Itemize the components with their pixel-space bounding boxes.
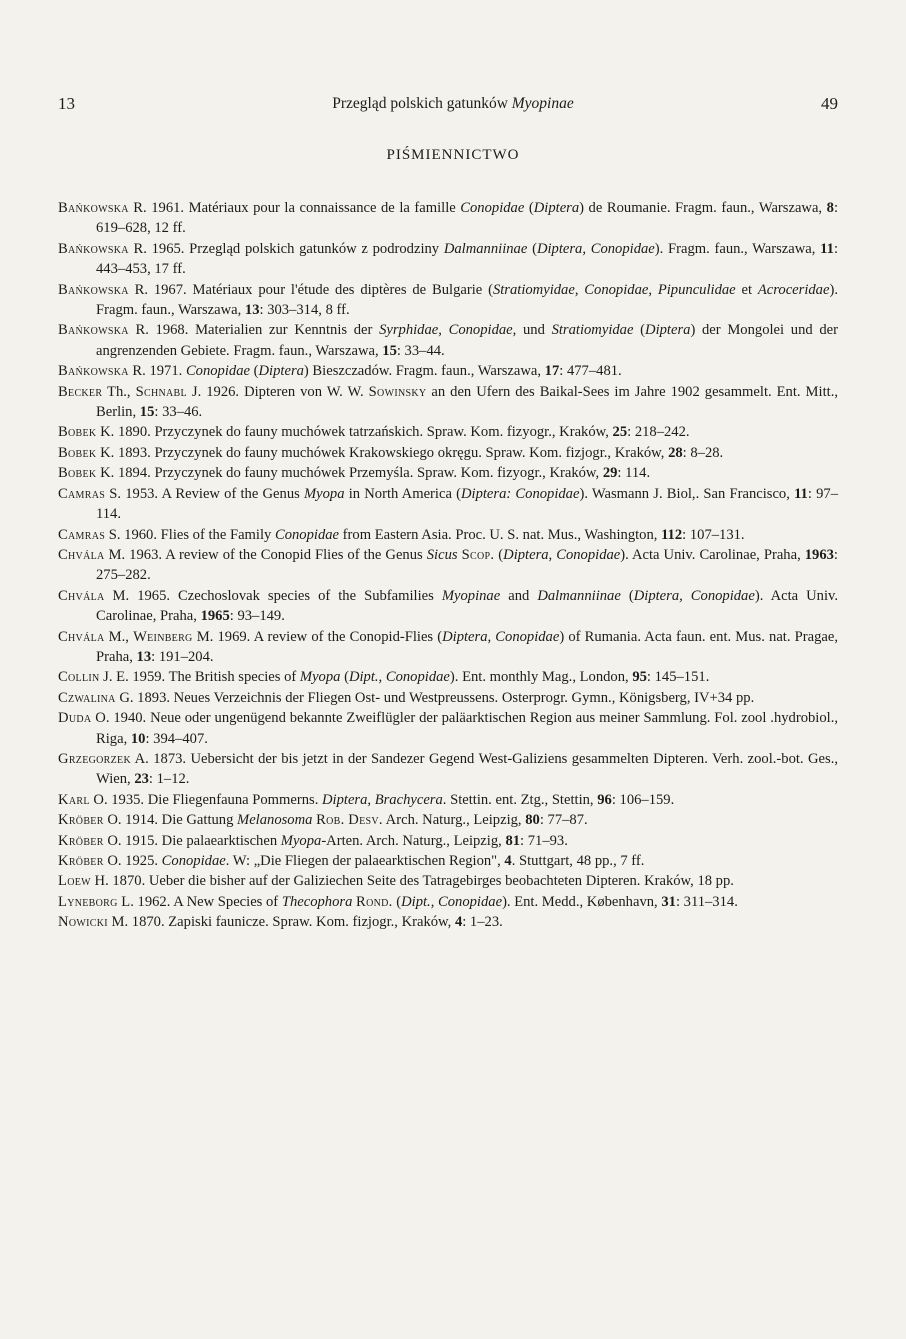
italic-text: Myopa bbox=[280, 832, 322, 849]
citation-text: : 114. bbox=[617, 465, 651, 482]
italic-text: Conopidae bbox=[274, 526, 340, 543]
author-name: Collin bbox=[58, 669, 100, 686]
citation-text: : 8–28. bbox=[682, 444, 724, 461]
volume-number: 11 bbox=[794, 485, 808, 502]
reference-entry bbox=[58, 361, 838, 381]
citation-text: from Eastern Asia. Proc. U. S. nat. Mus., Washington, bbox=[339, 526, 662, 543]
author-name: Sowinsky bbox=[368, 383, 427, 400]
author-name: Loew bbox=[58, 873, 91, 890]
citation-text: G. 1893. Neues Verzeichnis der Fliegen Ost- und Westpreussens. Osterprogr. Gymn., Königsberg, IV+34 pp. bbox=[115, 689, 755, 706]
italic-text: Thecophora bbox=[281, 893, 353, 910]
reference-entry bbox=[58, 484, 838, 525]
citation-text: ( bbox=[340, 669, 349, 686]
volume-number: 15 bbox=[382, 342, 397, 359]
citation-text: R. 1965. Przegląd polskich gatunków z podrodziny bbox=[128, 240, 444, 257]
reference-entry bbox=[58, 320, 838, 361]
volume-number: 96 bbox=[597, 791, 612, 808]
author-name: Bobek bbox=[58, 444, 97, 461]
citation-text: . Stuttgart, 48 pp., 7 ff. bbox=[511, 853, 645, 869]
citation-text: ( bbox=[620, 587, 634, 604]
citation-text: R. 1961. Matériaux pour la connaissance de la famille bbox=[128, 200, 461, 216]
citation-text: R. 1967. Matériaux pour l'étude des diptères de Bulgarie ( bbox=[128, 281, 493, 298]
italic-text: Diptera: Conopidae bbox=[460, 485, 580, 502]
reference-entry bbox=[58, 586, 838, 627]
citation-text: R. 1968. Materialien zur Kenntnis der bbox=[128, 322, 380, 339]
author-name: Bańkowska bbox=[58, 363, 129, 380]
italic-text: Diptera, Conopidae bbox=[536, 240, 655, 257]
reference-entry bbox=[58, 708, 838, 749]
citation-text: Arch. Naturg., Leipzig, bbox=[382, 812, 526, 829]
reference-entry bbox=[58, 831, 838, 851]
italic-text: Melanosoma bbox=[237, 812, 313, 829]
citation-text: O. 1915. Die palaearktischen bbox=[103, 832, 281, 849]
reference-entry bbox=[58, 198, 838, 239]
italic-text: Diptera, Conopidae bbox=[503, 546, 621, 563]
reference-entry bbox=[58, 422, 838, 442]
italic-text: Dipt., Conopidae bbox=[348, 669, 450, 686]
citation-text: et bbox=[735, 281, 758, 298]
page-number-right: 49 bbox=[821, 94, 838, 113]
italic-text: Diptera bbox=[533, 200, 580, 216]
volume-number: 13 bbox=[136, 648, 152, 665]
author-name: Lyneborg bbox=[58, 893, 118, 910]
author-name: Rond. bbox=[356, 893, 393, 910]
running-head bbox=[0, 94, 906, 118]
author-name: Nowicki bbox=[58, 914, 108, 931]
section-title: PIŚMIENNICTWO bbox=[386, 147, 520, 163]
author-name: Bobek bbox=[58, 465, 97, 482]
author-name: Desv. bbox=[348, 812, 383, 829]
citation-text: J. E. 1959. The British species of bbox=[99, 669, 300, 686]
citation-text: : 97–114. bbox=[96, 485, 838, 523]
italic-text: Stratiomyidae, Conopidae, Pipunculidae bbox=[492, 281, 736, 298]
citation-text: O. 1925. bbox=[103, 853, 162, 869]
volume-number: 17 bbox=[544, 363, 560, 380]
reference-entry bbox=[58, 382, 838, 423]
page-number-left: 13 bbox=[58, 94, 75, 113]
citation-text: : 71–93. bbox=[520, 832, 568, 849]
citation-text: ) of Rumania. Acta faun. ent. Mus. nat. Pragae, Praha, bbox=[96, 628, 838, 665]
citation-text: and bbox=[500, 587, 538, 604]
citation-text: : 218–242. bbox=[627, 424, 690, 441]
citation-text: M. 1963. A review of the Conopid Flies of the Genus bbox=[104, 546, 427, 563]
author-name: Duda bbox=[58, 710, 92, 727]
citation-text: an den Ufern des Baikal-Sees im Jahre 1902 gesammelt. Ent. Mitt., Berlin, bbox=[96, 383, 838, 421]
italic-text: Conopidae bbox=[460, 200, 525, 216]
citation-text: : 275–282. bbox=[96, 546, 838, 584]
citation-text: ( bbox=[494, 546, 504, 563]
author-name: Becker bbox=[58, 383, 103, 400]
volume-number: 8 bbox=[826, 200, 834, 216]
italic-text: Conopidae bbox=[161, 853, 226, 869]
citation-text: S. 1960. Flies of the Family bbox=[105, 526, 275, 543]
author-name: Camras bbox=[58, 485, 106, 502]
reference-entry bbox=[58, 545, 838, 586]
citation-text: M., bbox=[104, 628, 134, 645]
citation-text: : 477–481. bbox=[559, 363, 622, 380]
citation-text: : 1–12. bbox=[148, 771, 190, 788]
citation-text: O. 1940. Neue oder ungenügend bekannte Zweiflügler der paläarktischen Region aus meiner Sammlung. Fol. zool .hydrobiol., Riga, bbox=[91, 710, 838, 747]
author-name: Karl bbox=[58, 791, 90, 808]
volume-number: 10 bbox=[130, 730, 146, 747]
italic-text: Stratiomyidae bbox=[551, 322, 634, 339]
citation-text: ( bbox=[250, 363, 259, 380]
volume-number: 29 bbox=[602, 465, 618, 482]
citation-text: : 619–628, 12 ff. bbox=[96, 200, 838, 237]
author-name: Grzegorzek bbox=[58, 750, 131, 767]
reference-entry bbox=[58, 280, 838, 321]
author-name: Kröber bbox=[58, 853, 104, 869]
citation-text: ) der Mongolei und der angrenzenden Gebiete. Fragm. faun., Warszawa, bbox=[96, 322, 838, 359]
citation-text: : 107–131. bbox=[682, 526, 745, 543]
italic-text: Dipt., Conopidae bbox=[401, 893, 503, 910]
volume-number: 80 bbox=[525, 812, 540, 829]
volume-number: 11 bbox=[820, 240, 834, 257]
citation-text: O. 1935. Die Fliegenfauna Pommerns. bbox=[89, 791, 322, 808]
citation-text: : 1–23. bbox=[462, 914, 503, 931]
volume-number: 95 bbox=[632, 669, 647, 686]
reference-entry bbox=[58, 239, 838, 280]
volume-number: 1963 bbox=[804, 546, 834, 563]
author-name: Rob. bbox=[316, 812, 345, 829]
reference-entry bbox=[58, 463, 838, 483]
citation-text: : 145–151. bbox=[646, 669, 710, 686]
italic-text: Myopa bbox=[304, 485, 345, 502]
citation-text: ). Acta Univ. Carolinae, Praha, bbox=[96, 587, 839, 625]
citation-text: M. 1965. Czechoslovak species of the Subfamilies bbox=[104, 587, 442, 604]
running-title-main: Przegląd polskich gatunków bbox=[332, 95, 512, 112]
author-name: Camras bbox=[58, 526, 106, 543]
citation-text: ) Bieszczadów. Fragm. faun., Warszawa, bbox=[303, 363, 545, 380]
author-name: Bańkowska bbox=[58, 322, 129, 339]
author-name: Chvála bbox=[58, 587, 105, 604]
author-name: Bańkowska bbox=[58, 240, 129, 257]
author-name: Bańkowska bbox=[58, 200, 129, 216]
citation-text: K. 1890. Przyczynek do fauny muchówek tatrzańskich. Spraw. Kom. fizyogr., Kraków, bbox=[96, 424, 613, 441]
citation-text: : 394–407. bbox=[145, 730, 208, 747]
volume-number: 1965 bbox=[200, 608, 230, 625]
italic-text: Dalmanniinae bbox=[537, 587, 621, 604]
citation-text: : 33–44. bbox=[396, 342, 445, 359]
citation-text: ). Fragm. faun., Warszawa, bbox=[654, 240, 821, 257]
author-name: Chvála bbox=[58, 628, 105, 645]
citation-text: : 303–314, 8 ff. bbox=[259, 302, 350, 319]
citation-text: K. 1894. Przyczynek do fauny muchówek Przemyśla. Spraw. Kom. fizyogr., Kraków, bbox=[96, 465, 603, 482]
author-name: Schnabl bbox=[135, 383, 187, 400]
italic-text: Diptera, Conopidae bbox=[633, 587, 755, 604]
volume-number: 13 bbox=[244, 302, 260, 319]
citation-text: K. 1893. Przyczynek do fauny muchówek Krakowskiego okręgu. Spraw. Kom. fizjogr., Kraków, bbox=[96, 444, 669, 461]
citation-text: Th., bbox=[102, 383, 136, 400]
citation-text: ). Wasmann J. Biol,. San Francisco, bbox=[579, 485, 795, 502]
reference-entry bbox=[58, 851, 838, 871]
italic-text: Dalmanniinae bbox=[443, 240, 528, 257]
citation-text: ). Ent. Medd., København, bbox=[502, 893, 662, 910]
citation-text: : 443–453, 17 ff. bbox=[96, 240, 838, 278]
italic-text: Syrphidae, Conopidae, bbox=[379, 322, 517, 339]
reference-entry bbox=[58, 443, 838, 463]
citation-text: ) de Roumanie. Fragm. faun., Warszawa, bbox=[579, 200, 827, 216]
reference-entry bbox=[58, 627, 838, 668]
citation-text: A. 1873. Uebersicht der bis jetzt in der Sandezer Gegend West-Galiziens gesammelten Dipteren. Verh. zool.-bot. Ges., Wien, bbox=[96, 750, 838, 788]
citation-text: : 93–149. bbox=[229, 608, 285, 625]
citation-text: M. 1870. Zapiski faunicze. Spraw. Kom. fizjogr., Kraków, bbox=[107, 914, 455, 931]
italic-text: Acroceridae bbox=[757, 281, 830, 298]
author-name: Kröber bbox=[58, 832, 104, 849]
italic-text: Myopa bbox=[299, 669, 341, 686]
running-title bbox=[0, 95, 906, 113]
citation-text: J. 1926. Dipteren von W. W. bbox=[186, 383, 369, 400]
citation-text: ( bbox=[633, 322, 646, 339]
reference-entry bbox=[58, 871, 838, 891]
citation-text: ( bbox=[527, 240, 537, 257]
author-name: Bobek bbox=[58, 424, 97, 441]
italic-text: Sicus bbox=[426, 546, 458, 563]
citation-text: H. 1870. Ueber die bisher auf der Galiziechen Seite des Tatragebirges beobachteten Dipteren. Kraków, 18 pp. bbox=[90, 873, 734, 890]
author-name: Czwalina bbox=[58, 689, 116, 706]
citation-text: S. 1953. A Review of the Genus bbox=[105, 485, 304, 502]
reference-entry bbox=[58, 525, 838, 545]
author-name: Bańkowska bbox=[58, 281, 129, 298]
volume-number: 25 bbox=[612, 424, 628, 441]
volume-number: 15 bbox=[139, 404, 155, 421]
italic-text: Diptera bbox=[645, 322, 691, 339]
author-name: Weinberg bbox=[133, 628, 193, 645]
citation-text: in North America ( bbox=[344, 485, 461, 502]
reference-entry bbox=[58, 790, 838, 810]
reference-entry bbox=[58, 892, 838, 912]
volume-number: 23 bbox=[134, 771, 149, 788]
citation-text: ( bbox=[392, 893, 402, 910]
citation-text: : 311–314. bbox=[675, 893, 738, 910]
citation-text: L. 1962. A New Species of bbox=[117, 893, 282, 910]
reference-list bbox=[58, 198, 838, 933]
reference-entry bbox=[58, 749, 838, 790]
reference-entry bbox=[58, 810, 838, 830]
citation-text: . W: „Die Fliegen der palaearktischen Region", bbox=[225, 853, 505, 869]
volume-number: 4 bbox=[504, 853, 512, 869]
italic-text: Myopinae bbox=[441, 587, 501, 604]
italic-text: Diptera bbox=[258, 363, 304, 380]
volume-number: 31 bbox=[661, 893, 676, 910]
reference-entry bbox=[58, 688, 838, 708]
citation-text: : 191–204. bbox=[151, 648, 214, 665]
running-title-italic: Myopinae bbox=[511, 95, 574, 112]
volume-number: 28 bbox=[668, 444, 683, 461]
citation-text: und bbox=[516, 322, 552, 339]
citation-text: -Arten. Arch. Naturg., Leipzig, bbox=[321, 832, 506, 849]
citation-text: . Stettin. ent. Ztg., Stettin, bbox=[442, 791, 598, 808]
citation-text: : 33–46. bbox=[154, 404, 203, 421]
reference-entry bbox=[58, 667, 838, 687]
citation-text: : 77–87. bbox=[539, 812, 588, 829]
citation-text: ( bbox=[524, 200, 534, 216]
citation-text: ). Acta Univ. Carolinae, Praha, bbox=[620, 546, 805, 563]
italic-text: Conopidae bbox=[185, 363, 250, 380]
author-name: Chvála bbox=[58, 546, 105, 563]
citation-text: O. 1914. Die Gattung bbox=[103, 812, 238, 829]
citation-text: ). Fragm. faun., Warszawa, bbox=[96, 281, 838, 319]
volume-number: 4 bbox=[454, 914, 463, 931]
author-name: Scop. bbox=[461, 546, 495, 563]
italic-text: Diptera, Conopidae bbox=[442, 628, 560, 645]
italic-text: Diptera, Brachycera bbox=[322, 791, 443, 808]
volume-number: 81 bbox=[505, 832, 521, 849]
author-name: Kröber bbox=[58, 812, 104, 829]
citation-text: ). Ent. monthly Mag., London, bbox=[449, 669, 633, 686]
citation-text: : 106–159. bbox=[611, 791, 675, 808]
reference-entry bbox=[58, 912, 838, 932]
citation-text: M. 1969. A review of the Conopid-Flies ( bbox=[192, 628, 443, 645]
citation-text: R. 1971. bbox=[128, 363, 186, 380]
volume-number: 112 bbox=[661, 526, 683, 543]
